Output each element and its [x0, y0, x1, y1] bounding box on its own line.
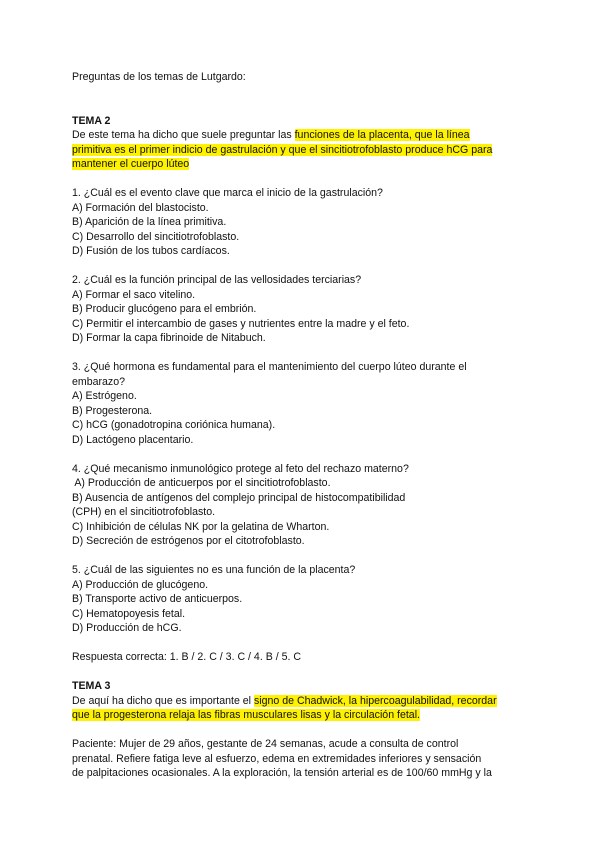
answer-option: A) Producción de glucógeno. — [72, 578, 209, 591]
tema3-title: TEMA 3 — [72, 680, 111, 692]
question-text: embarazo? — [72, 375, 125, 388]
tema2-intro-line-2 — [72, 143, 532, 158]
answer-option: C) Permitir el intercambio de gases y nutrientes entre la madre y el feto. — [72, 317, 410, 330]
answer-option: B) Producir glucógeno para el embrión. — [72, 303, 257, 315]
answer-option: C) Inhibición de células NK por la gelatina de Wharton. — [72, 520, 330, 533]
tema2-title: TEMA 2 — [72, 114, 111, 127]
answer-option: C) hCG (gonadotropina coriónica humana). — [72, 419, 276, 431]
answer-option: D) Producción de hCG. — [72, 622, 182, 634]
answer-option: A) Producción de anticuerpos por el sincitiotrofoblasto. — [72, 477, 331, 489]
answer-option: B) Transporte activo de anticuerpos. — [72, 593, 243, 605]
tema2-intro-line-3 — [72, 157, 532, 172]
answer-option: A) Formar el saco vitelino. — [72, 288, 196, 301]
question-text: 1. ¿Cuál es el evento clave que marca el inicio de la gastrulación? — [72, 187, 383, 199]
case-text-line: de palpitaciones ocasionales. A la exploración, la tensión arterial es de 100/60 mmHg y la — [72, 767, 492, 779]
tema3-intro-plain: De aquí ha dicho que es importante el — [72, 694, 254, 707]
document-header: Preguntas de los temas de Lutgardo: — [72, 71, 246, 83]
tema3-intro-highlight-1: signo de Chadwick, la hipercoagulabilidad, recordar — [253, 694, 497, 707]
case-text-line: prenatal. Refiere fatiga leve al esfuerzo, edema en extremidades inferiores y sensación — [72, 752, 482, 765]
tema3-intro-highlight-2: que la progesterona relaja las fibras musculares lisas y la circulación fetal. — [72, 709, 420, 721]
answer-option: B) Ausencia de antígenos del complejo principal de histocompatibilidad — [72, 491, 406, 504]
answer-key: Respuesta correcta: 1. B / 2. C / 3. C / 4. B / 5. C — [72, 651, 302, 663]
answer-option: D) Lactógeno placentario. — [72, 433, 194, 446]
tema2-intro-highlight-1: funciones de la placenta, que la línea — [294, 129, 470, 141]
tema2-intro-highlight-3: mantener el cuerpo lúteo — [72, 158, 190, 170]
question-text: 5. ¿Cuál de las siguientes no es una función de la placenta? — [72, 564, 356, 576]
answer-option: D) Fusión de los tubos cardíacos. — [72, 245, 230, 257]
answer-option: B) Aparición de la línea primitiva. — [72, 216, 227, 228]
answer-option: D) Formar la capa fibrinoide de Nitabuch. — [72, 332, 266, 344]
question-text: 4. ¿Qué mecanismo inmunológico protege al feto del rechazo materno? — [72, 462, 409, 475]
document-page — [72, 70, 532, 781]
case-text-line: Paciente: Mujer de 29 años, gestante de 24 semanas, acude a consulta de control — [72, 738, 459, 750]
tema3-intro-line-2 — [72, 708, 532, 723]
answer-option: D) Secreción de estrógenos por el citotrofoblasto. — [72, 535, 305, 547]
answer-option: A) Estrógeno. — [72, 390, 137, 402]
answer-option: (CPH) en el sincitiotrofoblasto. — [72, 506, 216, 518]
question-text: 3. ¿Qué hormona es fundamental para el mantenimiento del cuerpo lúteo durante el — [72, 361, 467, 373]
tema3-intro-line-1 — [72, 694, 532, 709]
tema2-intro-line-1 — [72, 128, 532, 143]
tema2-intro-highlight-2: primitiva es el primer indicio de gastrulación y que el sincitiotrofoblasto produce hCG para — [72, 143, 493, 156]
answer-option: C) Desarrollo del sincitiotrofoblasto. — [72, 230, 240, 243]
answer-option: B) Progesterona. — [72, 404, 153, 417]
question-text: 2. ¿Cuál es la función principal de las vellosidades terciarias? — [72, 274, 362, 286]
answer-option: C) Hematopoyesis fetal. — [72, 607, 186, 620]
answer-option: A) Formación del blastocisto. — [72, 201, 209, 214]
tema2-intro-plain: De este tema ha dicho que suele preguntar las — [72, 129, 295, 141]
